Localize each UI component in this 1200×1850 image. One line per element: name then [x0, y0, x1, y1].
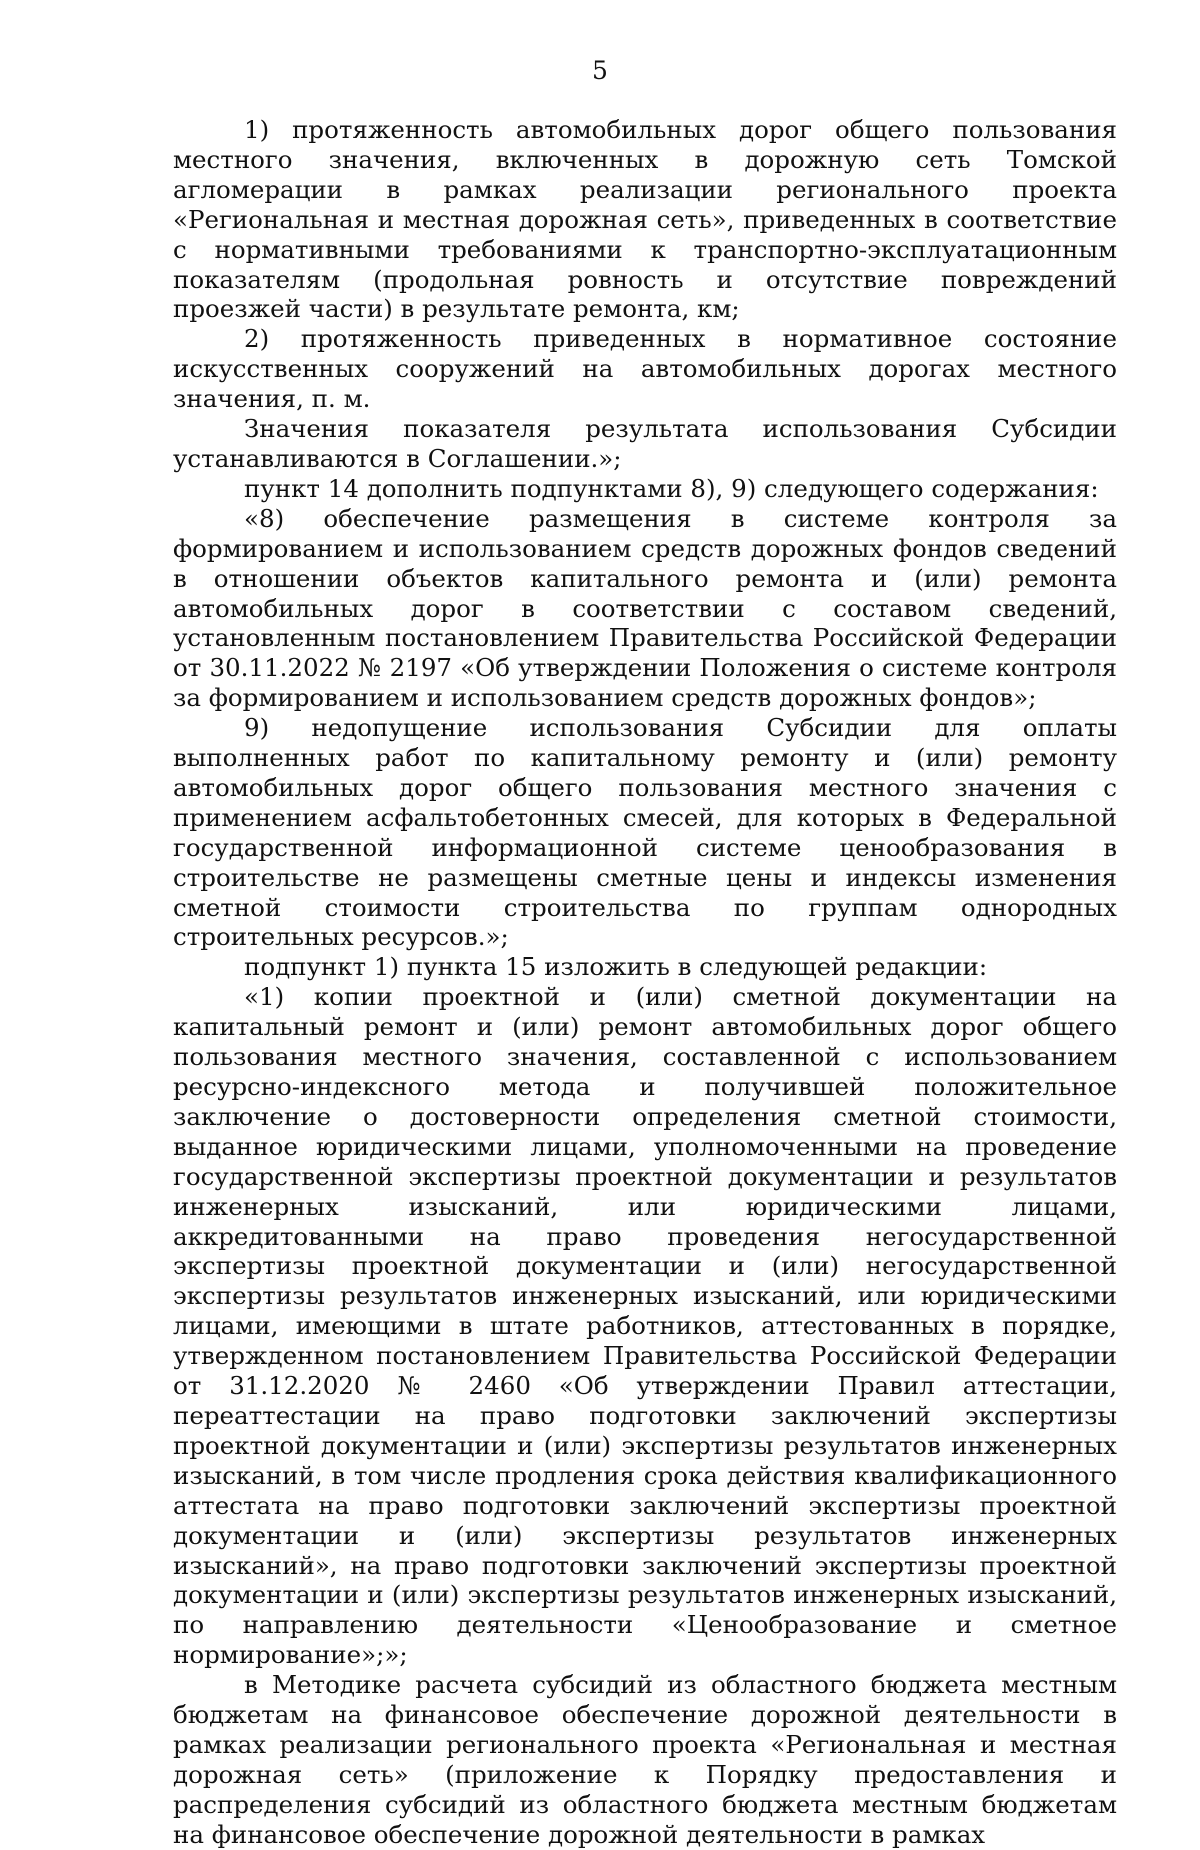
paragraph-subclause-9: 9) недопущение использования Субсидии для оплаты выполненных работ по капитальному ремонту и (или) ремонту автомобильных дорог общего пользования местного значения с применением асфальтобетонных смесей, для которых в Федеральной государственной информационной системе ценообразования в строительстве не размещены сметные цены и индексы изменения сметной стоимости строительства по группам однородных строительных ресурсов.»;	[173, 713, 1117, 952]
document-body	[173, 115, 1117, 1850]
page-number: 5	[592, 56, 608, 85]
paragraph-indicator-road-length: 1) протяженность автомобильных дорог общего пользования местного значения, включенных в дорожную сеть Томской агломерации в рамках реализации регионального проекта «Региональная и местная дорожная сеть», приведенных в соответствие с нормативными требованиями к транспортно-эксплуатационным показателям (продольная ровность и отсутствие повреждений проезжей части) в результате ремонта, км;	[173, 115, 1117, 324]
paragraph-indicator-values: Значения показателя результата использования Субсидии устанавливаются в Соглашении.»;	[173, 414, 1117, 473]
paragraph-methodology: в Методике расчета субсидий из областного бюджета местным бюджетам на финансовое обеспечение дорожной деятельности в рамках реализации регионального проекта «Региональная и местная дорожная сеть» (приложение к Порядку предоставления и распределения субсидий из областного бюджета местным бюджетам на финансовое обеспечение дорожной деятельности в рамках	[173, 1670, 1117, 1849]
paragraph-subclause-1-documents: «1) копии проектной и (или) сметной документации на капитальный ремонт и (или) ремонт автомобильных дорог общего пользования местного значения, составленной с использованием ресурсно-индексного метода и получившей положительное заключение о достоверности определения сметной стоимости, выданное юридическими лицами, уполномоченными на проведение государственной экспертизы проектной документации и результатов инженерных изысканий, или юридическими лицами, аккредитованными на право проведения негосударственной экспертизы проектной документации и (или) негосударственной экспертизы результатов инженерных изысканий, или юридическими лицами, имеющими в штате работников, аттестованных в порядке, утвержденном постановлением Правительства Российской Федерации от 31.12.2020 № 2460 «Об утверждении Правил аттестации, переаттестации на право подготовки заключений экспертизы проектной документации и (или) экспертизы результатов инженерных изысканий, в том числе продления срока действия квалификационного аттестата на право подготовки заключений экспертизы проектной документации и (или) экспертизы результатов инженерных изысканий», на право подготовки заключений экспертизы проектной документации и (или) экспертизы результатов инженерных изысканий, по направлению деятельности «Ценообразование и сметное нормирование»;»;	[173, 982, 1117, 1670]
paragraph-clause-15-amendment: подпункт 1) пункта 15 изложить в следующей редакции:	[244, 952, 988, 982]
paragraph-clause-14-amendment: пункт 14 дополнить подпунктами 8), 9) следующего содержания:	[244, 473, 1099, 503]
paragraph-subclause-8: «8) обеспечение размещения в системе контроля за формированием и использованием средств дорожных фондов сведений в отношении объектов капитального ремонта и (или) ремонта автомобильных дорог в соответствии с составом сведений, установленным постановлением Правительства Российской Федерации от 30.11.2022 № 2197 «Об утверждении Положения о системе контроля за формированием и использованием средств дорожных фондов»;	[173, 503, 1117, 713]
paragraph-indicator-structures-length: 2) протяженность приведенных в нормативное состояние искусственных сооружений на автомобильных дорогах местного значения, п. м.	[173, 324, 1117, 414]
